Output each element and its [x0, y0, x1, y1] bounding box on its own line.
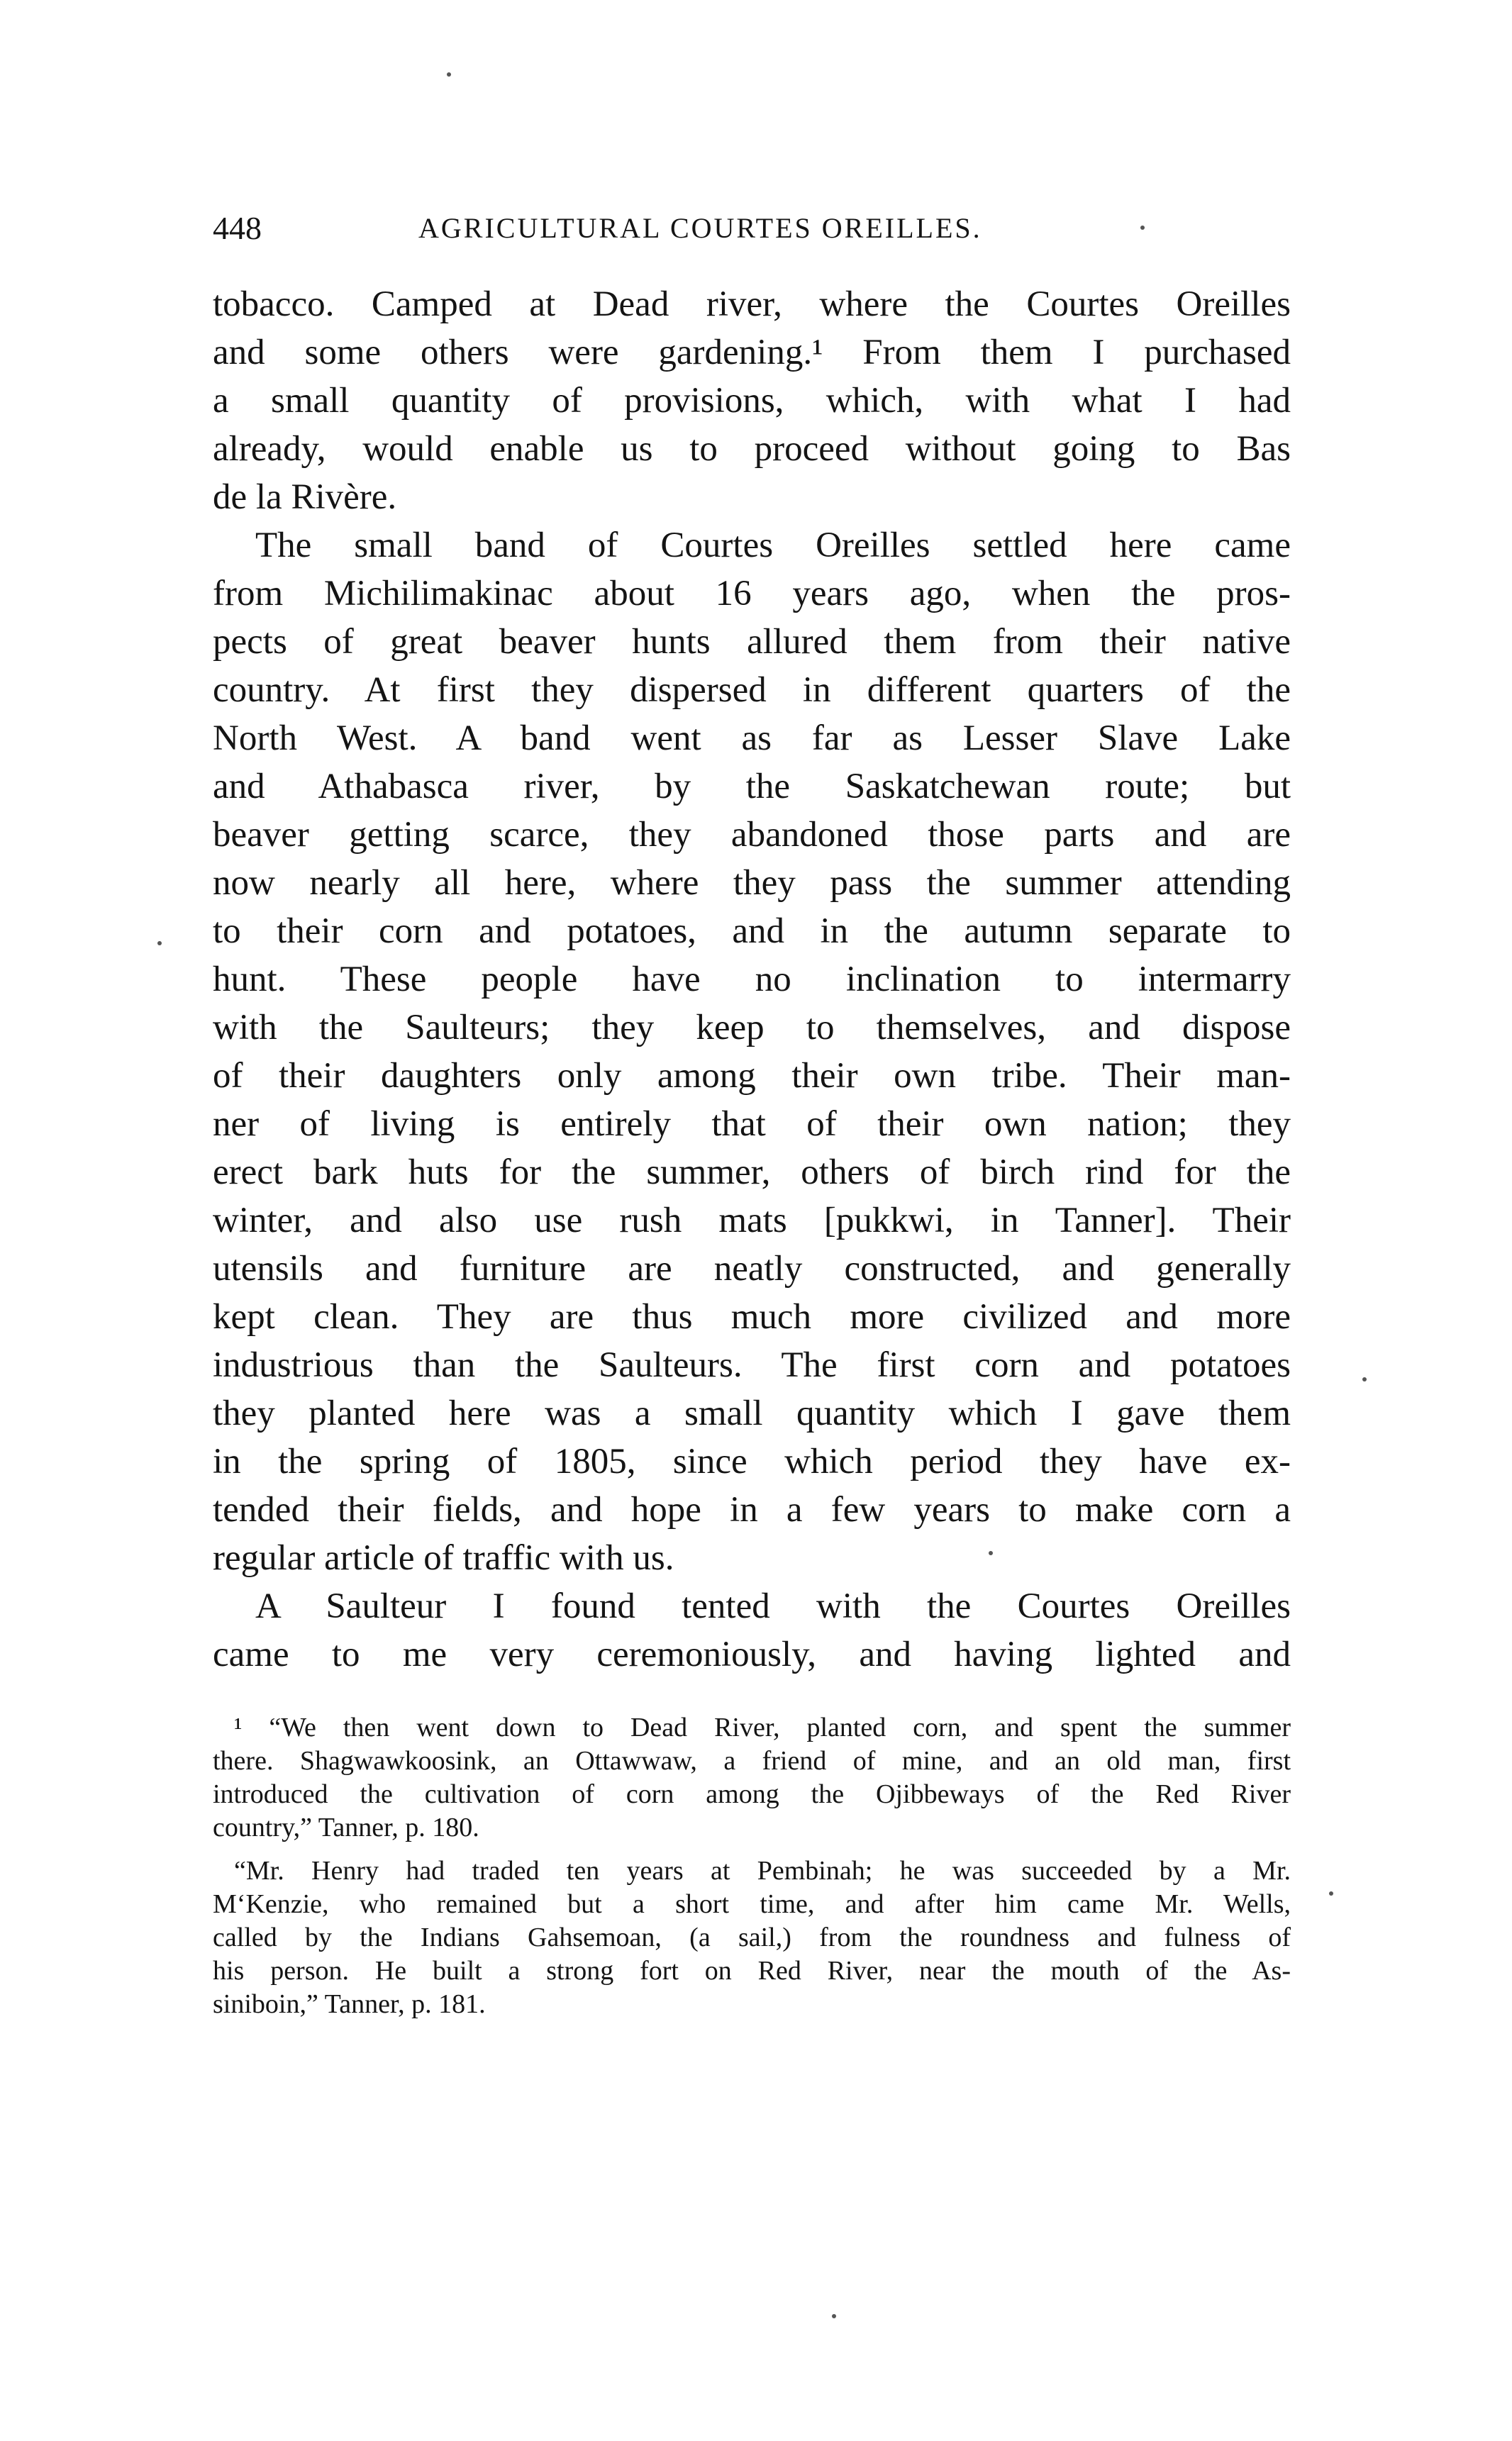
footnotes — [213, 1711, 1291, 2021]
body-line: A Saulteur I found tented with the Courtes Oreilles — [255, 1586, 1291, 1626]
body-line: and some others were gardening.¹ From them I purchased — [213, 333, 1291, 372]
footnote-line: ¹ “We then went down to Dead River, planted corn, and spent the summer — [234, 1713, 1291, 1742]
footnote-line: siniboin,” Tanner, p. 181. — [213, 1989, 486, 2019]
footnote-line: M‘Kenzie, who remained but a short time, and after him came Mr. Wells, — [213, 1889, 1291, 1919]
footnote-line: “Mr. Henry had traded ten years at Pembinah; he was succeeded by a Mr. — [234, 1856, 1291, 1886]
scan-speck — [1329, 1891, 1333, 1896]
body-line: of their daughters only among their own tribe. Their man- — [213, 1056, 1291, 1096]
body-line: erect bark huts for the summer, others of birch rind for the — [213, 1152, 1291, 1192]
footnote-line: introduced the cultivation of corn among the Ojibbeways of the Red River — [213, 1779, 1291, 1809]
body-line: beaver getting scarce, they abandoned those parts and are — [213, 815, 1291, 855]
body-line: from Michilimakinac about 16 years ago, when the pros- — [213, 574, 1291, 613]
body-line: came to me very ceremoniously, and having lighted and — [213, 1635, 1291, 1674]
scan-speck — [1140, 226, 1145, 230]
body-line: now nearly all here, where they pass the summer attending — [213, 863, 1291, 903]
body-line: country. At first they dispersed in different quarters of the — [213, 670, 1291, 710]
body-line: utensils and furniture are neatly constructed, and generally — [213, 1249, 1291, 1289]
body-text — [213, 280, 1291, 1679]
body-line: regular article of traffic with us. — [213, 1538, 674, 1578]
footnote-line: called by the Indians Gahsemoan, (a sail,) from the roundness and fulness of — [213, 1923, 1291, 1952]
body-line: they planted here was a small quantity which I gave them — [213, 1394, 1291, 1433]
body-line: pects of great beaver hunts allured them from their native — [213, 622, 1291, 662]
footnote-line: country,” Tanner, p. 180. — [213, 1813, 479, 1842]
body-line: ner of living is entirely that of their own nation; they — [213, 1104, 1291, 1144]
page-number: 448 — [213, 210, 262, 246]
scan-speck — [1362, 1377, 1367, 1381]
body-line: tended their fields, and hope in a few years to make corn a — [213, 1490, 1291, 1530]
body-line: The small band of Courtes Oreilles settled here came — [255, 526, 1291, 565]
scan-speck — [157, 941, 162, 945]
body-line: de la Rivère. — [213, 477, 397, 517]
body-line: winter, and also use rush mats [pukkwi, in Tanner]. Their — [213, 1201, 1291, 1240]
body-line: already, would enable us to proceed without going to Bas — [213, 429, 1291, 469]
page-header — [213, 207, 1291, 250]
scan-speck — [989, 1551, 993, 1555]
running-head: AGRICULTURAL COURTES OREILLES. — [418, 212, 982, 244]
footnote-line: there. Shagwawkoosink, an Ottawwaw, a friend of mine, and an old man, first — [213, 1746, 1291, 1776]
scan-speck — [447, 72, 451, 77]
scan-speck — [832, 2314, 836, 2318]
body-line: with the Saulteurs; they keep to themselves, and dispose — [213, 1008, 1291, 1047]
footnote-gap — [213, 1845, 1291, 1855]
footnote-line: his person. He built a strong fort on Red River, near the mouth of the As- — [213, 1956, 1291, 1986]
body-line: kept clean. They are thus much more civilized and more — [213, 1297, 1291, 1337]
body-line: tobacco. Camped at Dead river, where the Courtes Oreilles — [213, 284, 1291, 324]
body-line: to their corn and potatoes, and in the autumn separate to — [213, 911, 1291, 951]
body-line: in the spring of 1805, since which period they have ex- — [213, 1442, 1291, 1481]
body-line: and Athabasca river, by the Saskatchewan route; but — [213, 767, 1291, 806]
body-line: a small quantity of provisions, which, with what I had — [213, 381, 1291, 421]
body-line: industrious than the Saulteurs. The first corn and potatoes — [213, 1345, 1291, 1385]
body-line: North West. A band went as far as Lesser Slave Lake — [213, 718, 1291, 758]
body-line: hunt. These people have no inclination to intermarry — [213, 960, 1291, 999]
